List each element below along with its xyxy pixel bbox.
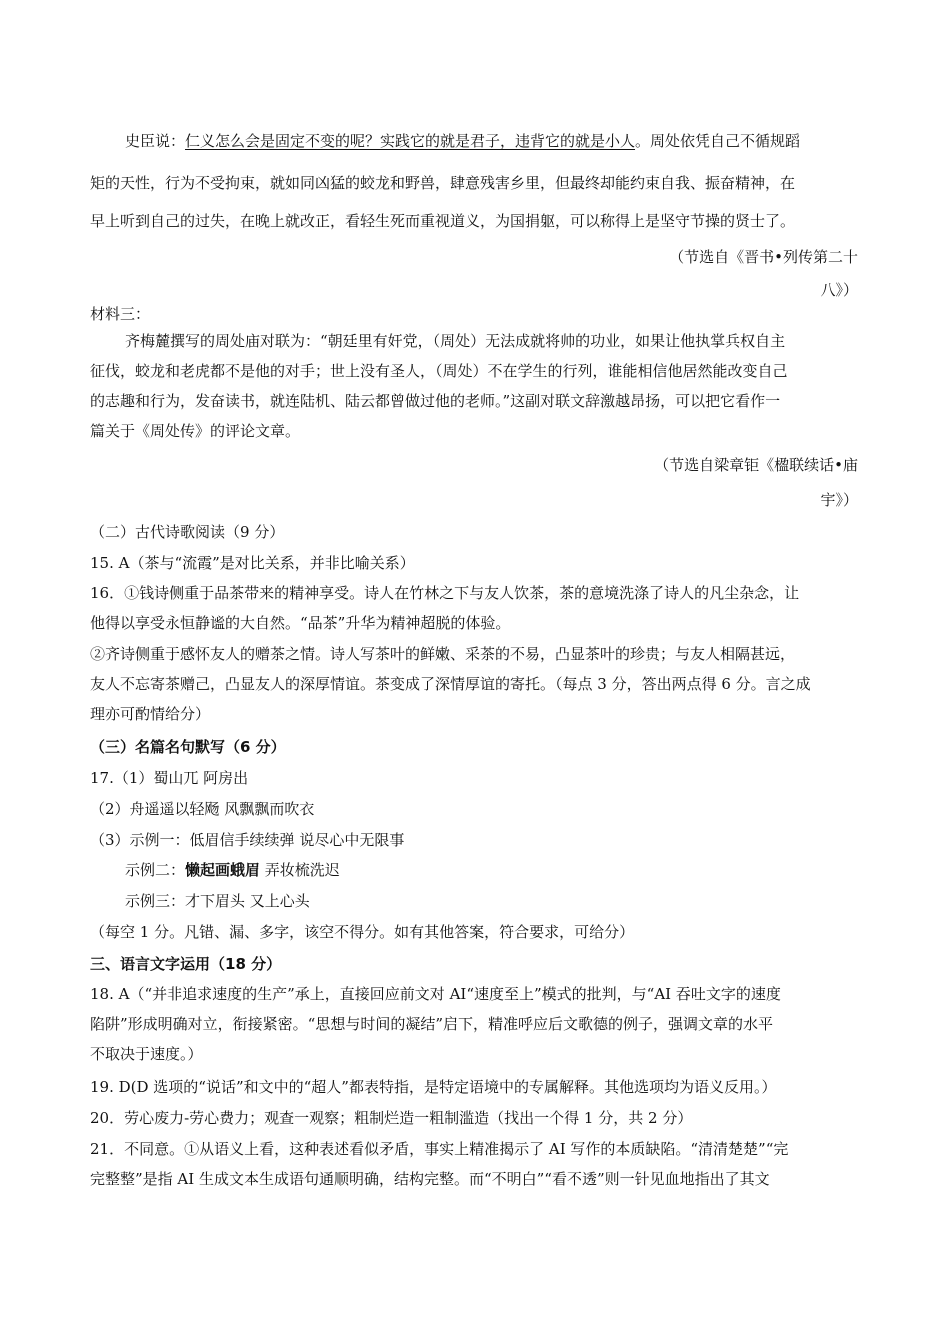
answer-18-line3: 不取决于速度。） (90, 1045, 203, 1063)
example2-bold-text: 懒起画蛾眉 (185, 861, 261, 879)
answer-15: 15. A（茶与“流霞”是对比关系，并非比喻关系） (90, 554, 415, 572)
recitation-heading: （三）名篇名句默写（6 分） (90, 738, 286, 756)
material2-underlined-quote: 仁义怎么会是固定不变的呢？实践它的就是君子，违背它的就是小人 (185, 132, 636, 150)
material3-line3: 的志趣和行为，发奋读书，就连陆机、陆云都曾做过他的老师。”这副对联文辞激越昂扬，可以把它看作一 (90, 392, 781, 410)
answer-19: 19. D(D 选项的“说话”和文中的“超人”都表特指，是特定语境中的专属解释。其他选项均为语义反用。） (90, 1078, 777, 1096)
answer-16-line2: 他得以享受永恒静谧的大自然。“品茶”升华为精神超脱的体验。 (90, 614, 511, 632)
material2-prefix: 史臣说： (125, 132, 186, 150)
poetry-heading: （二）古代诗歌阅读（9 分） (90, 523, 285, 541)
answer-18-line2: 陷阱”形成明确对立，衔接紧密。“思想与时间的凝结”启下，精准呼应后文歌德的例子，强调文章的水平 (90, 1015, 774, 1033)
material3-line2: 征伐，蛟龙和老虎都不是他的对手；世上没有圣人，（周处）不在学生的行列，谁能相信他居然能改变自己 (90, 362, 788, 380)
language-heading: 三、语言文字运用（18 分） (90, 955, 282, 973)
answer-20: 20．劳心废力-劳心费力；观查一观察；粗制烂造一粗制滥造（找出一个得 1 分，共 2 分） (90, 1109, 693, 1127)
answer-17-2: （2）舟遥遥以轻飏 风飘飘而吹衣 (90, 800, 315, 818)
material3-source-line1: （节选自梁章钜《楹联续话•庙 (654, 456, 858, 474)
material2-paragraph-line2: 矩的天性，行为不受拘束，就如同凶猛的蛟龙和野兽，肆意残害乡里，但最终却能约束自我、振奋精神，在 (90, 174, 796, 192)
material2-source-line2: 八》） (820, 281, 858, 299)
material3-label: 材料三： (90, 305, 151, 323)
material2-paragraph-line1 (125, 131, 800, 151)
answer-16-line3: ②齐诗侧重于感怀友人的赠茶之情。诗人写茶叶的鲜嫩、采茶的不易，凸显茶叶的珍贵；与友人相隔甚远， (90, 645, 796, 663)
answer-16-line1: 16．①钱诗侧重于品茶带来的精神享受。诗人在竹林之下与友人饮茶，茶的意境洗涤了诗人的凡尘杂念，让 (90, 584, 800, 602)
answer-16-line5: 理亦可酌情给分） (90, 705, 211, 723)
answer-21-line1: 21．不同意。①从语义上看，这种表述看似矛盾，事实上精准揭示了 AI 写作的本质缺陷。“清清楚楚”“完 (90, 1140, 789, 1158)
material2-source-line1: （节选自《晋书•列传第二十 (669, 248, 858, 266)
material3-source-line2: 宇》） (820, 491, 858, 509)
answer-17-example3: 示例三：才下眉头 又上心头 (125, 892, 310, 910)
material2-paragraph-line3: 早上听到自己的过失，在晚上就改正，看轻生死而重视道义，为国捐躯，可以称得上是坚守节操的贤士了。 (90, 212, 796, 230)
answer-17-example2 (125, 860, 340, 880)
recitation-scoring-note: （每空 1 分。凡错、漏、多字，该空不得分。如有其他答案，符合要求，可给分） (90, 923, 635, 941)
answer-18-line1: 18. A（“并非追求速度的生产”承上，直接回应前文对 AI“速度至上”模式的批判，与“AI 吞吐文字的速度 (90, 985, 781, 1003)
material3-line4: 篇关于《周处传》的评论文章。 (90, 422, 301, 440)
example2-label: 示例二： (125, 861, 186, 879)
answer-16-line4: 友人不忘寄茶赠己，凸显友人的深厚情谊。茶变成了深情厚谊的寄托。（每点 3 分，答出两点得 6 分。言之成 (90, 675, 811, 693)
example2-rest: 弄妆梳洗迟 (260, 861, 340, 879)
material2-suffix: 。周处依凭自己不循规蹈 (635, 132, 801, 150)
answer-17-3: （3）示例一：低眉信手续续弹 说尽心中无限事 (90, 831, 405, 849)
answer-17-1: 17.（1）蜀山兀 阿房出 (90, 769, 249, 787)
answer-21-line2: 完整整”是指 AI 生成文本生成语句通顺明确，结构完整。而“不明白”“看不透”则一针见血地指出了其文 (90, 1170, 770, 1188)
material3-line1: 齐梅麓撰写的周处庙对联为：“朝廷里有奸党，（周处）无法成就将帅的功业，如果让他执掌兵权自主 (125, 332, 786, 350)
